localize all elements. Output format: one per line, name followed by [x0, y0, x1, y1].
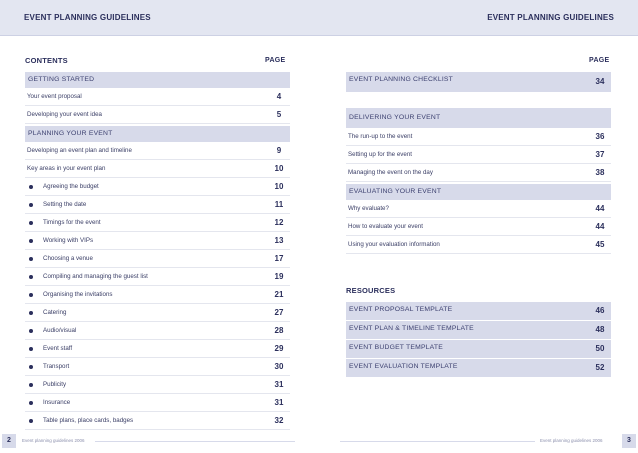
resource-row[interactable]: [346, 302, 611, 320]
bullet-dot-icon: [29, 347, 33, 351]
toc-entry-label: Why evaluate?: [348, 205, 389, 212]
toc-section-head[interactable]: [25, 72, 290, 88]
toc-head-label: DELIVERING YOUR EVENT: [349, 114, 441, 121]
toc-entry-label: Setting the date: [43, 201, 87, 208]
bullet-dot-icon: [29, 257, 33, 261]
toc-row[interactable]: [25, 142, 290, 160]
toc-entry-label: Developing an event plan and timeline: [27, 147, 132, 154]
toc-entry-label: GETTING STARTED: [28, 76, 95, 83]
right-footer-text: Event planning guidelines 2006: [540, 438, 603, 443]
toc-entry-label: Compiling and managing the guest list: [43, 273, 148, 280]
toc-entry-label: Setting up for the event: [348, 151, 412, 158]
toc-page-number: 11: [274, 200, 284, 209]
toc-head-checklist[interactable]: [346, 72, 611, 92]
toc-entry-label: Catering: [43, 309, 67, 316]
toc-row[interactable]: [25, 106, 290, 124]
toc-entry-label: Choosing a venue: [43, 255, 93, 262]
right-contents-table: [346, 72, 611, 254]
toc-page-number: 31: [274, 398, 284, 407]
resource-row[interactable]: [346, 340, 611, 358]
contents-title: CONTENTS: [25, 56, 68, 65]
toc-page-number: 46: [595, 306, 605, 315]
toc-entry-label: Event staff: [43, 345, 73, 352]
toc-head-delivering[interactable]: [346, 108, 611, 128]
toc-entry-label: EVENT PLAN & TIMELINE TEMPLATE: [349, 325, 474, 332]
toc-page-number: 45: [595, 240, 605, 249]
toc-page-number: 50: [595, 344, 605, 353]
toc-row[interactable]: [25, 232, 290, 250]
toc-entry-label: Publicity: [43, 381, 67, 388]
toc-page-number: 10: [274, 164, 284, 173]
toc-entry-label: How to evaluate your event: [348, 223, 423, 230]
toc-entry-label: Agreeing the budget: [43, 183, 99, 190]
toc-page-number: 30: [274, 362, 284, 371]
toc-page-number: 29: [274, 344, 284, 353]
toc-page-number: 9: [276, 146, 282, 155]
toc-row[interactable]: [346, 218, 611, 236]
toc-page-number: 13: [274, 236, 284, 245]
toc-row[interactable]: [25, 322, 290, 340]
toc-entry-label: Developing your event idea: [27, 111, 102, 118]
toc-row[interactable]: [25, 376, 290, 394]
toc-page-number: 36: [595, 132, 605, 141]
toc-page-number: 4: [276, 92, 282, 101]
toc-page-number: 19: [274, 272, 284, 281]
toc-row[interactable]: [25, 286, 290, 304]
toc-row[interactable]: [346, 146, 611, 164]
toc-page-number: 28: [274, 326, 284, 335]
toc-row[interactable]: [25, 160, 290, 178]
toc-row[interactable]: [25, 88, 290, 106]
toc-entry-label: Table plans, place cards, badges: [43, 417, 134, 424]
toc-page-number: 44: [595, 222, 605, 231]
toc-entry-label: Your event proposal: [27, 93, 82, 100]
toc-entry-label: Transport: [43, 363, 70, 370]
toc-head-label: EVALUATING YOUR EVENT: [349, 188, 442, 195]
toc-row[interactable]: [346, 236, 611, 254]
toc-page-number: 5: [276, 110, 282, 119]
toc-row[interactable]: [346, 164, 611, 182]
toc-page-number: 44: [595, 204, 605, 213]
toc-page-number: 10: [274, 182, 284, 191]
left-footer-rule: [95, 441, 295, 442]
resource-row[interactable]: [346, 359, 611, 377]
right-page-number: 3: [622, 434, 636, 448]
bullet-dot-icon: [29, 365, 33, 369]
toc-entry-label: Key areas in your event plan: [27, 165, 106, 172]
bullet-dot-icon: [29, 239, 33, 243]
toc-page-number: 48: [595, 325, 605, 334]
toc-entry-label: Using your evaluation information: [348, 241, 440, 248]
toc-row[interactable]: [346, 200, 611, 218]
toc-entry-label: Organising the invitations: [43, 291, 113, 298]
toc-row[interactable]: [25, 250, 290, 268]
bullet-dot-icon: [29, 383, 33, 387]
toc-row[interactable]: [25, 412, 290, 430]
bullet-dot-icon: [29, 275, 33, 279]
toc-entry-label: EVENT EVALUATION TEMPLATE: [349, 363, 458, 370]
toc-entry-label: The run-up to the event: [348, 133, 413, 140]
resource-row[interactable]: [346, 321, 611, 339]
right-page-column-label: PAGE: [589, 57, 610, 64]
left-page-column-label: PAGE: [265, 57, 286, 64]
bullet-dot-icon: [29, 293, 33, 297]
resources-title: RESOURCES: [346, 286, 396, 295]
bullet-dot-icon: [29, 221, 33, 225]
bullet-dot-icon: [29, 401, 33, 405]
toc-row[interactable]: [25, 340, 290, 358]
toc-row[interactable]: [25, 268, 290, 286]
toc-row[interactable]: [25, 196, 290, 214]
toc-entry-label: Managing the event on the day: [348, 169, 433, 176]
toc-page-number: 52: [595, 363, 605, 372]
toc-entry-label: PLANNING YOUR EVENT: [28, 130, 113, 137]
left-page-number: 2: [2, 434, 16, 448]
bullet-dot-icon: [29, 419, 33, 423]
toc-row[interactable]: [25, 178, 290, 196]
toc-head-evaluating[interactable]: [346, 184, 611, 200]
toc-row[interactable]: [25, 394, 290, 412]
resources-table: [346, 302, 611, 378]
toc-page-number: 12: [274, 218, 284, 227]
bullet-dot-icon: [29, 329, 33, 333]
toc-entry-label: Insurance: [43, 399, 71, 406]
toc-page-number: 17: [274, 254, 284, 263]
toc-entry-label: Audio/visual: [43, 327, 77, 334]
left-running-header: EVENT PLANNING GUIDELINES: [24, 13, 151, 22]
right-footer-rule: [340, 441, 535, 442]
bullet-dot-icon: [29, 185, 33, 189]
contents-table: [25, 72, 290, 430]
toc-entry-label: EVENT BUDGET TEMPLATE: [349, 344, 443, 351]
bullet-dot-icon: [29, 311, 33, 315]
toc-entry-label: Working with VIPs: [43, 237, 94, 244]
toc-page-number: 31: [274, 380, 284, 389]
toc-row[interactable]: [25, 304, 290, 322]
right-running-header: EVENT PLANNING GUIDELINES: [487, 13, 614, 22]
left-footer-text: Event planning guidelines 2006: [22, 438, 85, 443]
bullet-dot-icon: [29, 203, 33, 207]
toc-entry-label: EVENT PROPOSAL TEMPLATE: [349, 306, 453, 313]
toc-row[interactable]: [25, 358, 290, 376]
toc-page-number: 38: [595, 168, 605, 177]
toc-head-label: EVENT PLANNING CHECKLIST: [349, 76, 454, 83]
toc-section-head[interactable]: [25, 126, 290, 142]
toc-page-number: 32: [274, 416, 284, 425]
toc-entry-label: Timings for the event: [43, 219, 101, 226]
toc-page-number: 27: [274, 308, 284, 317]
toc-row[interactable]: [25, 214, 290, 232]
toc-page-number: 34: [595, 77, 605, 86]
toc-row[interactable]: [346, 128, 611, 146]
toc-page-number: 37: [595, 150, 605, 159]
toc-page-number: 21: [274, 290, 284, 299]
